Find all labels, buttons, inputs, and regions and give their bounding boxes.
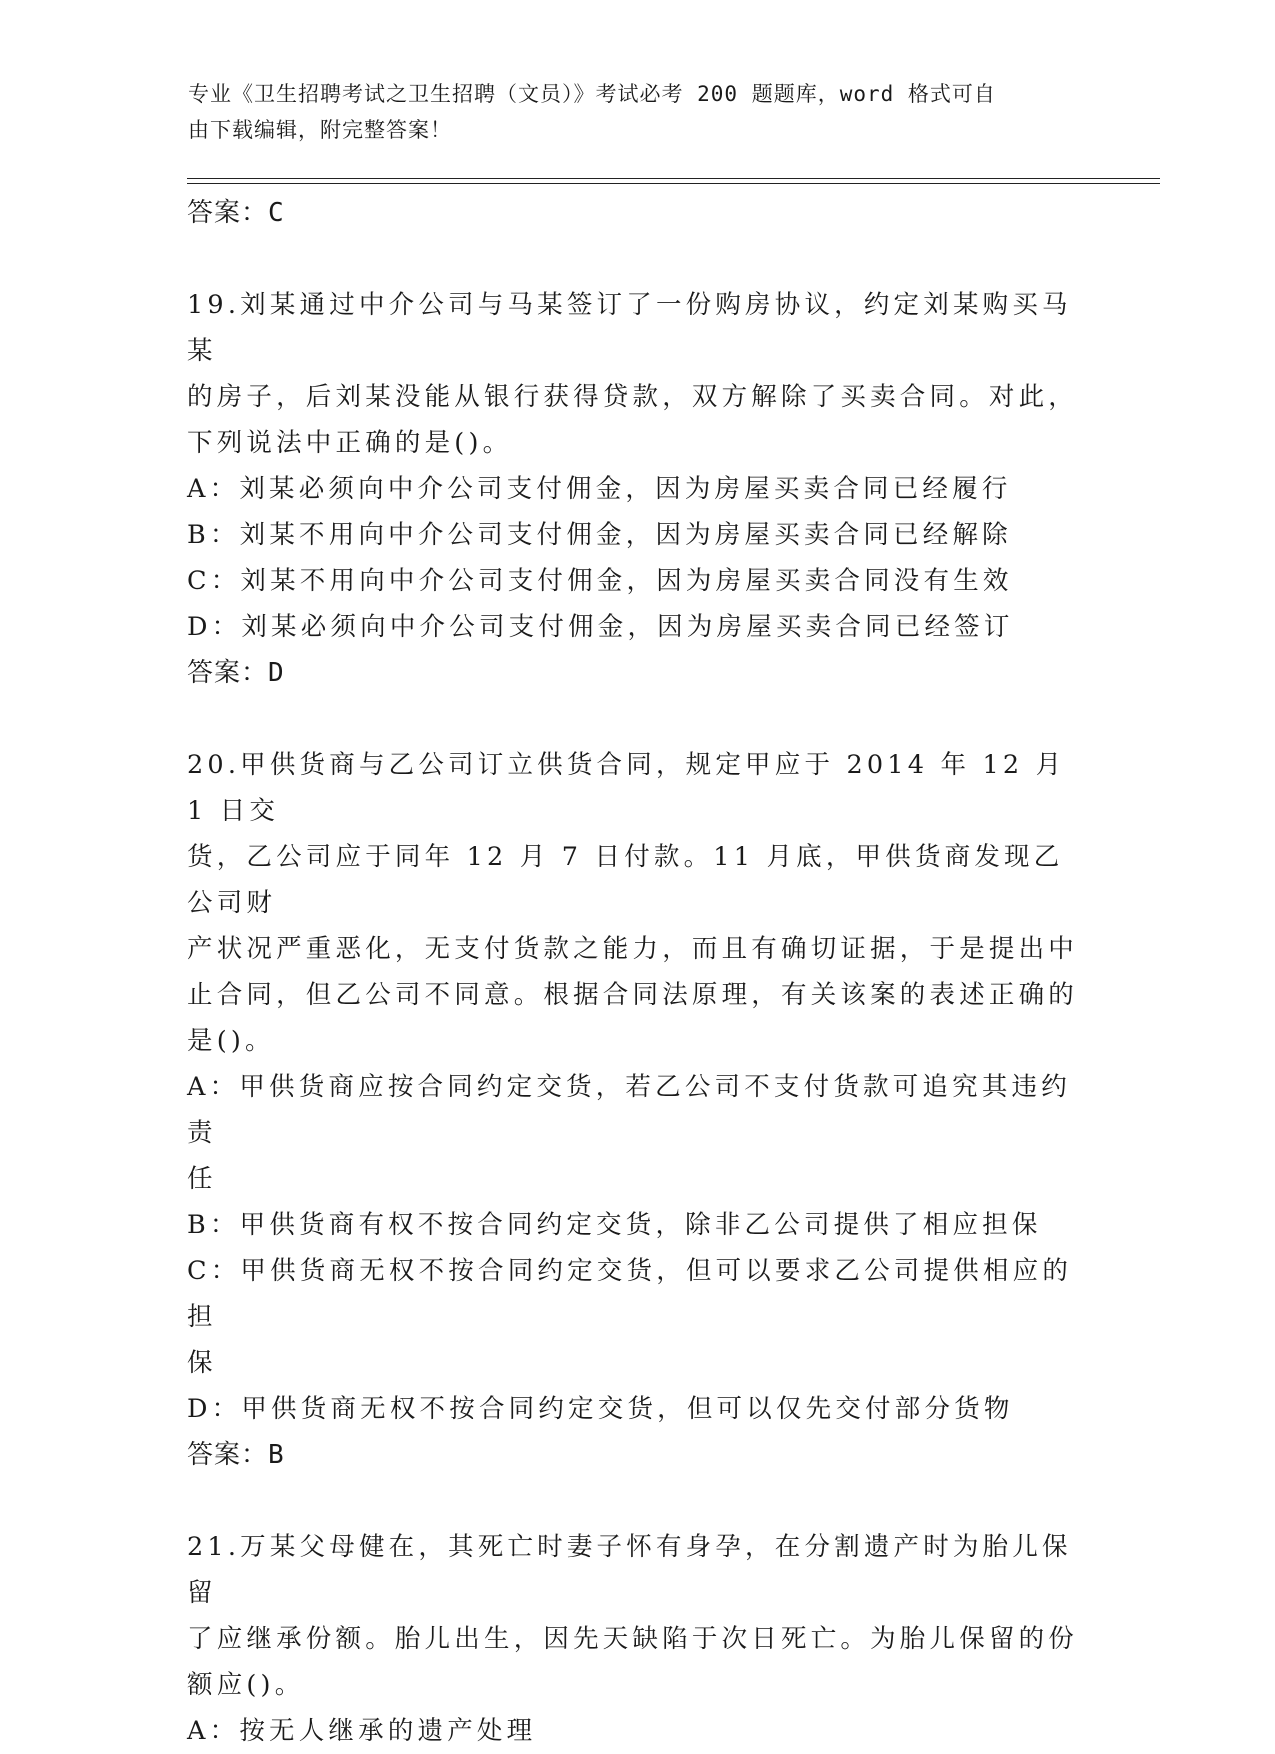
question-stem xyxy=(187,282,1087,466)
option-line: 任 xyxy=(187,1164,217,1194)
option-line: C：甲供货商无权不按合同约定交货，但可以要求乙公司提供相应的担 xyxy=(187,1256,1073,1332)
header-rule-bottom xyxy=(187,183,1160,184)
page-header xyxy=(188,76,1088,148)
question-stem xyxy=(187,742,1087,1064)
spacer xyxy=(187,696,1087,742)
answer-line xyxy=(187,190,1087,236)
option-b: B：刘某不用向中介公司支付佣金，因为房屋买卖合同已经解除 xyxy=(187,520,1012,550)
header-rule-top xyxy=(187,178,1160,179)
stem-line: 了应继承份额。胎儿出生，因先天缺陷于次日死亡。为胎儿保留的份 xyxy=(187,1624,1079,1654)
stem-line: 的房子，后刘某没能从银行获得贷款，双方解除了买卖合同。对此， xyxy=(187,382,1079,412)
stem-line: 21.万某父母健在，其死亡时妻子怀有身孕，在分割遗产时为胎儿保留 xyxy=(187,1532,1072,1608)
answer-label: 答案： xyxy=(187,198,269,228)
option-c: C：刘某不用向中介公司支付佣金，因为房屋买卖合同没有生效 xyxy=(187,566,1013,596)
stem-line: 产状况严重恶化，无支付货款之能力，而且有确切证据，于是提出中 xyxy=(187,934,1079,964)
answer-value: C xyxy=(268,198,284,228)
question-content xyxy=(187,190,1087,1754)
stem-line: 20.甲供货商与乙公司订立供货合同，规定甲应于 2014 年 12 月 1 日交 xyxy=(187,750,1066,826)
spacer xyxy=(187,236,1087,282)
stem-line: 货，乙公司应于同年 12 月 7 日付款。11 月底，甲供货商发现乙公司财 xyxy=(187,842,1064,918)
question-stem xyxy=(187,1524,1087,1708)
option-a: A：刘某必须向中介公司支付佣金，因为房屋买卖合同已经履行 xyxy=(187,474,1012,504)
question-block-21 xyxy=(187,1524,1087,1754)
answer-value: B xyxy=(268,1440,284,1470)
option-c xyxy=(187,1248,1087,1386)
question-block-20 xyxy=(187,742,1087,1478)
stem-line: 下列说法中正确的是()。 xyxy=(187,428,513,458)
spacer xyxy=(187,1478,1087,1524)
option-d: D：甲供货商无权不按合同约定交货，但可以仅先交付部分货物 xyxy=(187,1394,1014,1424)
answer-label: 答案： xyxy=(187,658,269,688)
answer-value: D xyxy=(268,658,284,688)
option-b: B：甲供货商有权不按合同约定交货，除非乙公司提供了相应担保 xyxy=(187,1210,1042,1240)
header-line-1: 专业《卫生招聘考试之卫生招聘（文员）》考试必考 200 题题库，word 格式可自 xyxy=(188,82,996,106)
stem-line: 止合同，但乙公司不同意。根据合同法原理，有关该案的表述正确的 xyxy=(187,980,1079,1010)
option-a: A：按无人继承的遗产处理 xyxy=(187,1716,537,1746)
option-a xyxy=(187,1064,1087,1202)
option-d: D：刘某必须向中介公司支付佣金，因为房屋买卖合同已经签订 xyxy=(187,612,1014,642)
answer-line xyxy=(187,650,1087,696)
stem-line: 19.刘某通过中介公司与马某签订了一份购房协议，约定刘某购买马某 xyxy=(187,290,1072,366)
stem-line: 是()。 xyxy=(187,1026,275,1056)
option-line: 保 xyxy=(187,1348,217,1378)
option-line: A：甲供货商应按合同约定交货，若乙公司不支付货款可追究其违约责 xyxy=(187,1072,1071,1148)
answer-label: 答案： xyxy=(187,1440,269,1470)
stem-line: 额应()。 xyxy=(187,1670,305,1700)
answer-line xyxy=(187,1432,1087,1478)
header-line-2: 由下载编辑，附完整答案！ xyxy=(188,118,452,142)
question-block-19 xyxy=(187,282,1087,696)
